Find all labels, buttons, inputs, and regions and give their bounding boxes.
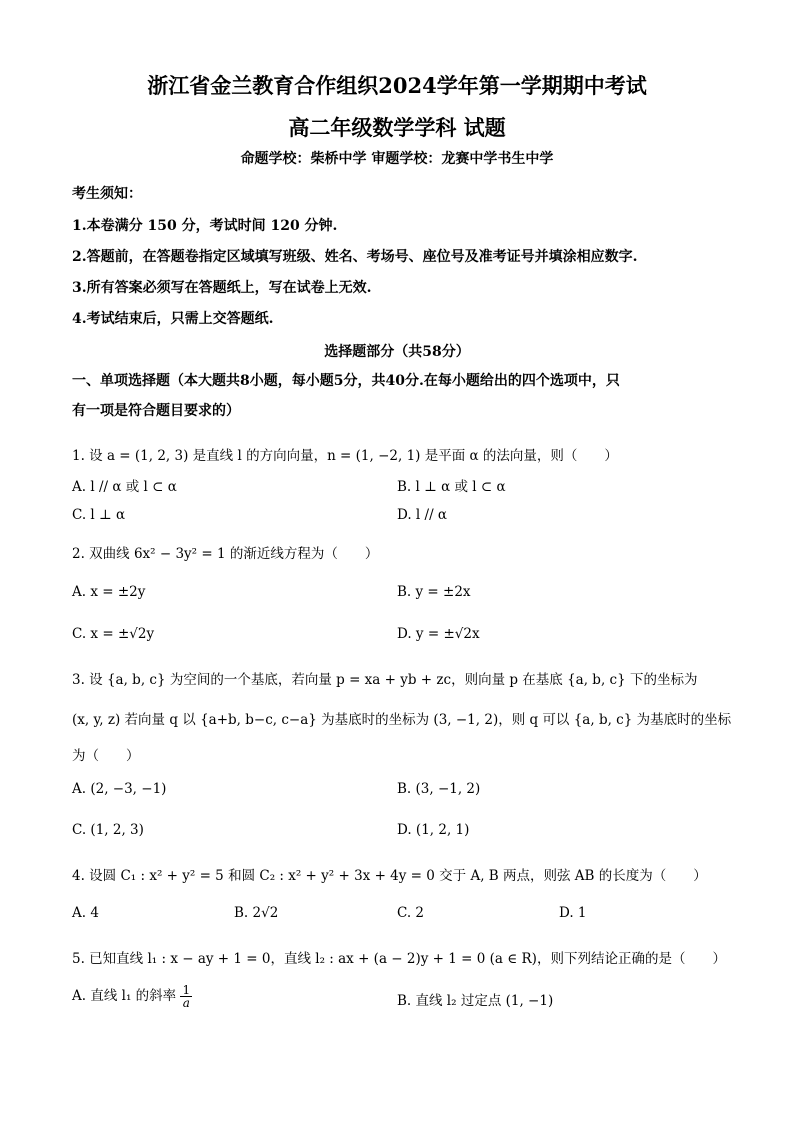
exam-title: 浙江省金兰教育合作组织2024学年第一学期期中考试 <box>147 73 647 98</box>
question-1-option-c: C. l ⊥ α <box>72 507 126 523</box>
question-3-line3: 为（ ） <box>72 748 140 764</box>
question-3-option-c: C. (1, 2, 3) <box>72 822 144 838</box>
question-3-option-a: A. (2, −3, −1) <box>72 781 167 797</box>
notice-heading: 考生须知： <box>72 186 142 202</box>
question-4-option-a: A. 4 <box>72 905 99 921</box>
question-2-option-b: B. y = ±2x <box>397 584 471 600</box>
question-2-option-d: D. y = ±√2x <box>397 626 480 642</box>
question-3-option-d: D. (1, 2, 1) <box>397 822 470 838</box>
question-2-stem: 2. 双曲线 6x² − 3y² = 1 的渐近线方程为（ ） <box>72 546 379 562</box>
question-1-option-b: B. l ⊥ α 或 l ⊂ α <box>397 479 506 495</box>
question-5-option-a <box>72 984 192 1009</box>
exam-subtitle: 高二年级数学学科 试题 <box>288 115 506 140</box>
question-3-line1: 3. 设 {a, b, c} 为空间的一个基底，若向量 p = xa + yb + zc，则向量 p 在基底 {a, b, c} 下的坐标为 <box>72 672 698 688</box>
notice-item-3: 3.所有答案必须写在答题纸上，写在试卷上无效. <box>72 280 372 296</box>
notice-item-2: 2.答题前，在答题卷指定区域填写班级、姓名、考场号、座位号及准考证号并填涂相应数字. <box>72 249 638 265</box>
question-1-option-a: A. l // α 或 l ⊂ α <box>72 479 177 495</box>
section-title: 选择题部分（共58分） <box>324 344 470 360</box>
part1-instruction-line2: 有一项是符合题目要求的） <box>72 403 240 419</box>
part1-instruction-line1: 一、单项选择题（本大题共8小题，每小题5分，共40分.在每小题给出的四个选项中，只 <box>72 373 620 389</box>
question-1-stem: 1. 设 a = (1, 2, 3) 是直线 l 的方向向量，n = (1, −2, 1) 是平面 α 的法向量，则（ ） <box>72 448 618 464</box>
question-2-option-c: C. x = ±√2y <box>72 626 155 642</box>
question-4-stem: 4. 设圆 C₁ : x² + y² = 5 和圆 C₂ : x² + y² + 3x + 4y = 0 交于 A, B 两点，则弦 AB 的长度为（ ） <box>72 868 707 884</box>
question-4-option-b: B. 2√2 <box>234 905 279 921</box>
notice-item-4: 4.考试结束后，只需上交答题纸. <box>72 311 274 327</box>
question-3-option-b: B. (3, −1, 2) <box>397 781 481 797</box>
question-4-option-c: C. 2 <box>397 905 425 921</box>
question-5-stem: 5. 已知直线 l₁ : x − ay + 1 = 0，直线 l₂ : ax + (a − 2)y + 1 = 0 (a ∈ R)，则下列结论正确的是（ ） <box>72 951 726 967</box>
question-2-option-a: A. x = ±2y <box>72 584 146 600</box>
fraction-one-over-a <box>180 984 192 1009</box>
exam-schools: 命题学校：柴桥中学 审题学校：龙赛中学书生中学 <box>240 151 554 167</box>
question-5-option-b: B. 直线 l₂ 过定点 (1, −1) <box>397 993 554 1009</box>
question-3-line2: (x, y, z) 若向量 q 以 {a+b, b−c, c−a} 为基底时的坐标为 (3, −1, 2)，则 q 可以 {a, b, c} 为基底时的坐标 <box>72 712 732 728</box>
question-5-option-a-text: A. 直线 l₁ 的斜率 <box>72 988 177 1004</box>
fraction-numerator: 1 <box>182 983 191 997</box>
question-1-option-d: D. l // α <box>397 507 448 523</box>
question-4-option-d: D. 1 <box>559 905 587 921</box>
notice-item-1: 1.本卷满分 150 分，考试时间 120 分钟. <box>72 218 338 234</box>
fraction-denominator: a <box>182 996 190 1010</box>
